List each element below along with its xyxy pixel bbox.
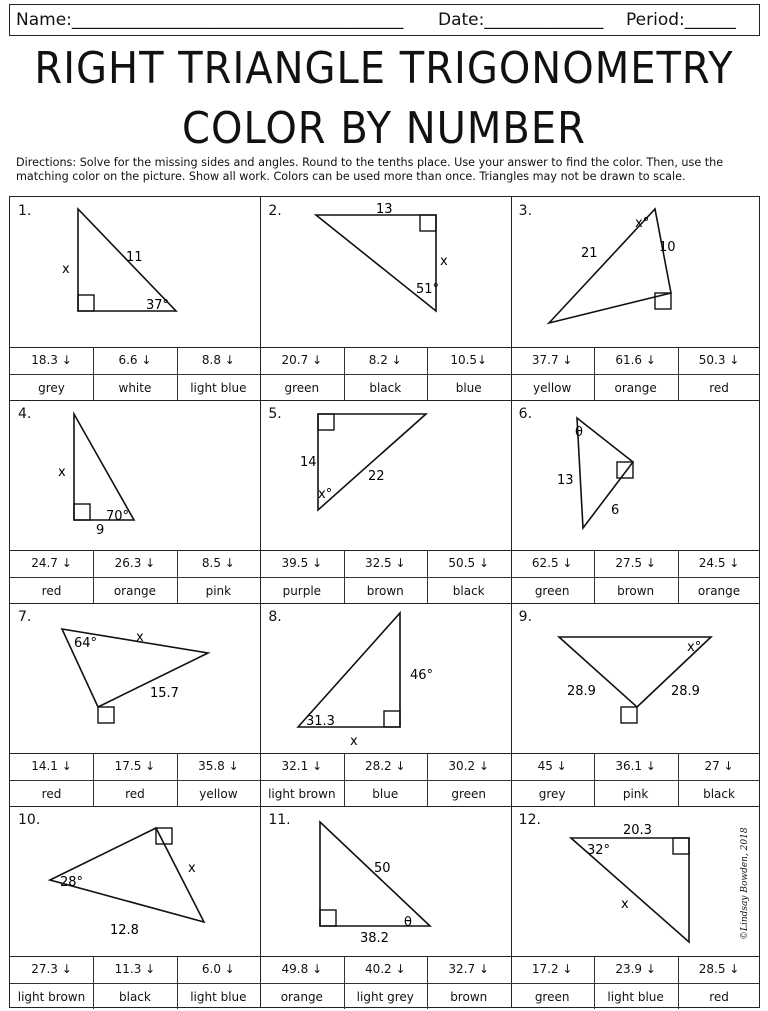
problem-number: 10. <box>18 812 41 828</box>
problem-number: 1. <box>18 203 32 219</box>
triangle-label: 15.7 <box>150 686 179 701</box>
answer-choice: 20.7 ↓ <box>281 353 323 367</box>
right-angle-marker <box>74 504 90 520</box>
answer-choice: 14.1 ↓ <box>31 759 72 773</box>
triangle-figure <box>40 402 230 550</box>
answer-row-mid <box>10 983 759 984</box>
answer-choice: 32.7 ↓ <box>448 962 490 976</box>
triangle-label: 70° <box>106 509 130 524</box>
answer-choice: 50.3 ↓ <box>698 353 740 367</box>
problem-number: 11. <box>268 812 291 828</box>
color-choice: black <box>119 990 151 1004</box>
triangle-label: x <box>188 861 196 876</box>
color-choice: light brown <box>17 990 86 1004</box>
answer-choice: 27.3 ↓ <box>31 962 72 976</box>
answer-row-top <box>10 753 759 754</box>
grid-column-divider <box>511 197 512 1007</box>
triangle-label: θ <box>574 425 583 440</box>
triangle-label: θ <box>404 915 413 930</box>
triangle-label: 51° <box>416 282 440 297</box>
color-choice: black <box>703 787 735 801</box>
grid-column-divider <box>260 197 261 1007</box>
right-angle-marker <box>98 707 114 723</box>
date-field[interactable]: Date:______________ <box>438 10 604 30</box>
answer-choice: 17.2 ↓ <box>531 962 573 976</box>
triangle-figure <box>290 402 480 550</box>
color-choice: light blue <box>190 381 247 395</box>
color-choice: light brown <box>268 787 336 801</box>
answer-row-top <box>10 956 759 957</box>
triangle-outline <box>549 209 671 323</box>
color-choice: brown <box>617 584 655 598</box>
triangle-figure <box>290 199 480 347</box>
problem-number: 2. <box>268 203 282 219</box>
triangle-label: x <box>58 465 66 480</box>
answer-choice: 6.6 ↓ <box>118 353 152 367</box>
answer-choice: 11.3 ↓ <box>114 962 156 976</box>
triangle-label: x <box>350 734 359 749</box>
answer-choice: 39.5 ↓ <box>281 556 323 570</box>
triangle-label: 13 <box>556 473 574 488</box>
header-bar <box>9 4 760 36</box>
problem-number: 3. <box>518 203 533 219</box>
triangle-label: 11 <box>126 250 143 265</box>
answer-choice: 23.9 ↓ <box>615 962 656 976</box>
right-angle-marker <box>78 295 94 311</box>
triangle-figure <box>40 199 230 347</box>
answer-row-mid <box>10 577 759 578</box>
answer-choice: 24.7 ↓ <box>31 556 72 570</box>
triangle-label: 37° <box>146 298 170 313</box>
triangle-label: 9 <box>96 523 105 538</box>
triangle-label: 28.9 <box>670 684 700 699</box>
triangle-figure <box>290 808 480 956</box>
problem-number: 4. <box>18 406 32 422</box>
triangle-label: 32° <box>586 843 610 858</box>
color-choice: light grey <box>356 990 414 1004</box>
color-choice: light blue <box>190 990 247 1004</box>
answer-choice: 30.2 ↓ <box>448 759 490 773</box>
directions-text: Directions: Solve for the missing sides and angles. Round to the tenths place. Use your answer to find the color. Then, use the matching color on the picture. Show all work. Colors can be used more than once. Triangles may not be drawn to scale. <box>16 156 724 183</box>
triangle-label: x <box>440 254 449 269</box>
color-choice: red <box>41 787 62 801</box>
period-field[interactable]: Period:______ <box>626 10 736 30</box>
answer-choice: 36.1 ↓ <box>615 759 656 773</box>
triangle-label: x <box>136 630 144 645</box>
color-choice: green <box>284 381 320 395</box>
grid-row-divider <box>10 603 759 604</box>
triangle-label: x° <box>634 216 649 231</box>
answer-choice: 28.5 ↓ <box>698 962 740 976</box>
right-angle-marker <box>420 215 436 231</box>
answer-row-top <box>10 347 759 348</box>
triangle-figure <box>40 808 230 956</box>
color-choice: grey <box>538 787 566 801</box>
color-choice: red <box>709 990 729 1004</box>
answer-choice: 6.0 ↓ <box>201 962 235 976</box>
color-choice: red <box>709 381 729 395</box>
triangle-outline <box>298 613 400 727</box>
answer-choice: 40.2 ↓ <box>364 962 406 976</box>
answer-choice: 10.5↓ <box>450 353 488 367</box>
problem-number: 8. <box>268 609 282 625</box>
triangle-label: 50 <box>374 861 391 876</box>
right-angle-marker <box>318 414 334 430</box>
answer-choice: 28.2 ↓ <box>364 759 406 773</box>
triangle-label: 10 <box>658 240 676 255</box>
problem-number: 5. <box>268 406 282 422</box>
triangle-label: 28° <box>60 875 84 890</box>
triangle-outline <box>574 418 633 528</box>
right-angle-marker <box>621 707 637 723</box>
color-choice: brown <box>366 584 404 598</box>
color-choice: orange <box>614 381 657 395</box>
color-choice: red <box>125 787 145 801</box>
problem-number: 9. <box>518 609 533 625</box>
answer-choice: 17.5 ↓ <box>114 759 156 773</box>
copyright-text: ©Lindsay Bowden, 2018 <box>740 827 750 940</box>
answer-choice: 35.8 ↓ <box>198 759 239 773</box>
right-angle-marker <box>384 711 400 727</box>
answer-choice: 8.5 ↓ <box>201 556 235 570</box>
answer-choice: 32.5 ↓ <box>364 556 406 570</box>
color-choice: yellow <box>533 381 572 395</box>
color-choice: brown <box>450 990 488 1004</box>
answer-choice: 18.3 ↓ <box>31 353 72 367</box>
color-choice: pink <box>622 787 649 801</box>
answer-choice: 49.8 ↓ <box>281 962 323 976</box>
triangle-figure <box>290 605 480 753</box>
color-choice: blue <box>372 787 399 801</box>
answer-choice: 45 ↓ <box>537 759 567 773</box>
answer-choice: 27 ↓ <box>704 759 734 773</box>
triangle-figure <box>541 199 731 347</box>
triangle-label: 13 <box>376 202 393 217</box>
triangle-label: 38.2 <box>360 931 390 946</box>
problem-number: 7. <box>18 609 32 625</box>
page-subtitle: COLOR BY NUMBER <box>182 104 586 154</box>
triangle-label: 14 <box>300 455 317 470</box>
triangle-label: x° <box>318 487 333 502</box>
triangle-label: x° <box>686 640 701 655</box>
color-choice: light blue <box>607 990 664 1004</box>
color-choice: green <box>534 990 570 1004</box>
right-angle-marker <box>156 828 172 844</box>
color-choice: grey <box>38 381 65 395</box>
answer-choice: 8.8 ↓ <box>201 353 235 367</box>
triangle-label: 22 <box>368 469 385 484</box>
color-choice: red <box>41 584 62 598</box>
triangle-label: 28.9 <box>566 684 596 699</box>
triangle-label: 21 <box>580 246 598 261</box>
right-angle-marker <box>673 838 689 854</box>
answer-choice: 61.6 ↓ <box>615 353 656 367</box>
triangle-label: 6 <box>610 503 619 518</box>
problem-grid <box>9 196 760 1008</box>
page-title: RIGHT TRIANGLE TRIGONOMETRY <box>34 44 734 94</box>
color-choice: orange <box>697 584 741 598</box>
triangle-label: x <box>62 262 70 277</box>
grid-row-divider <box>10 806 759 807</box>
problem-number: 6. <box>518 406 533 422</box>
name-field[interactable]: Name:_______________________________________ <box>16 10 404 30</box>
triangle-figure <box>541 808 731 956</box>
answer-choice: 27.5 ↓ <box>615 556 656 570</box>
answer-row-top <box>10 550 759 551</box>
answer-row-mid <box>10 780 759 781</box>
answer-choice: 8.2 ↓ <box>368 353 402 367</box>
color-choice: green <box>451 787 487 801</box>
triangle-label: 46° <box>410 668 434 683</box>
answer-choice: 62.5 ↓ <box>531 556 573 570</box>
triangle-label: 64° <box>74 636 98 651</box>
color-choice: purple <box>282 584 322 598</box>
triangle-figure <box>541 402 731 550</box>
grid-row-divider <box>10 400 759 401</box>
color-choice: white <box>118 381 152 395</box>
triangle-label: x <box>620 897 629 912</box>
answer-choice: 32.1 ↓ <box>281 759 323 773</box>
color-choice: blue <box>455 381 482 395</box>
answer-choice: 37.7 ↓ <box>531 353 573 367</box>
triangle-label: 31.3 <box>306 714 336 729</box>
color-choice: black <box>369 381 402 395</box>
triangle-label: 20.3 <box>622 823 652 838</box>
color-choice: yellow <box>199 787 238 801</box>
triangle-label: 12.8 <box>110 923 139 938</box>
answer-row-mid <box>10 374 759 375</box>
answer-choice: 26.3 ↓ <box>114 556 156 570</box>
answer-choice: 24.5 ↓ <box>698 556 740 570</box>
triangle-figure <box>40 605 230 753</box>
color-choice: orange <box>113 584 157 598</box>
triangle-figure <box>541 605 731 753</box>
color-choice: black <box>452 584 485 598</box>
problem-number: 12. <box>518 812 541 828</box>
color-choice: pink <box>205 584 232 598</box>
right-angle-marker <box>320 910 336 926</box>
color-choice: green <box>534 584 570 598</box>
color-choice: orange <box>280 990 323 1004</box>
answer-choice: 50.5 ↓ <box>448 556 490 570</box>
